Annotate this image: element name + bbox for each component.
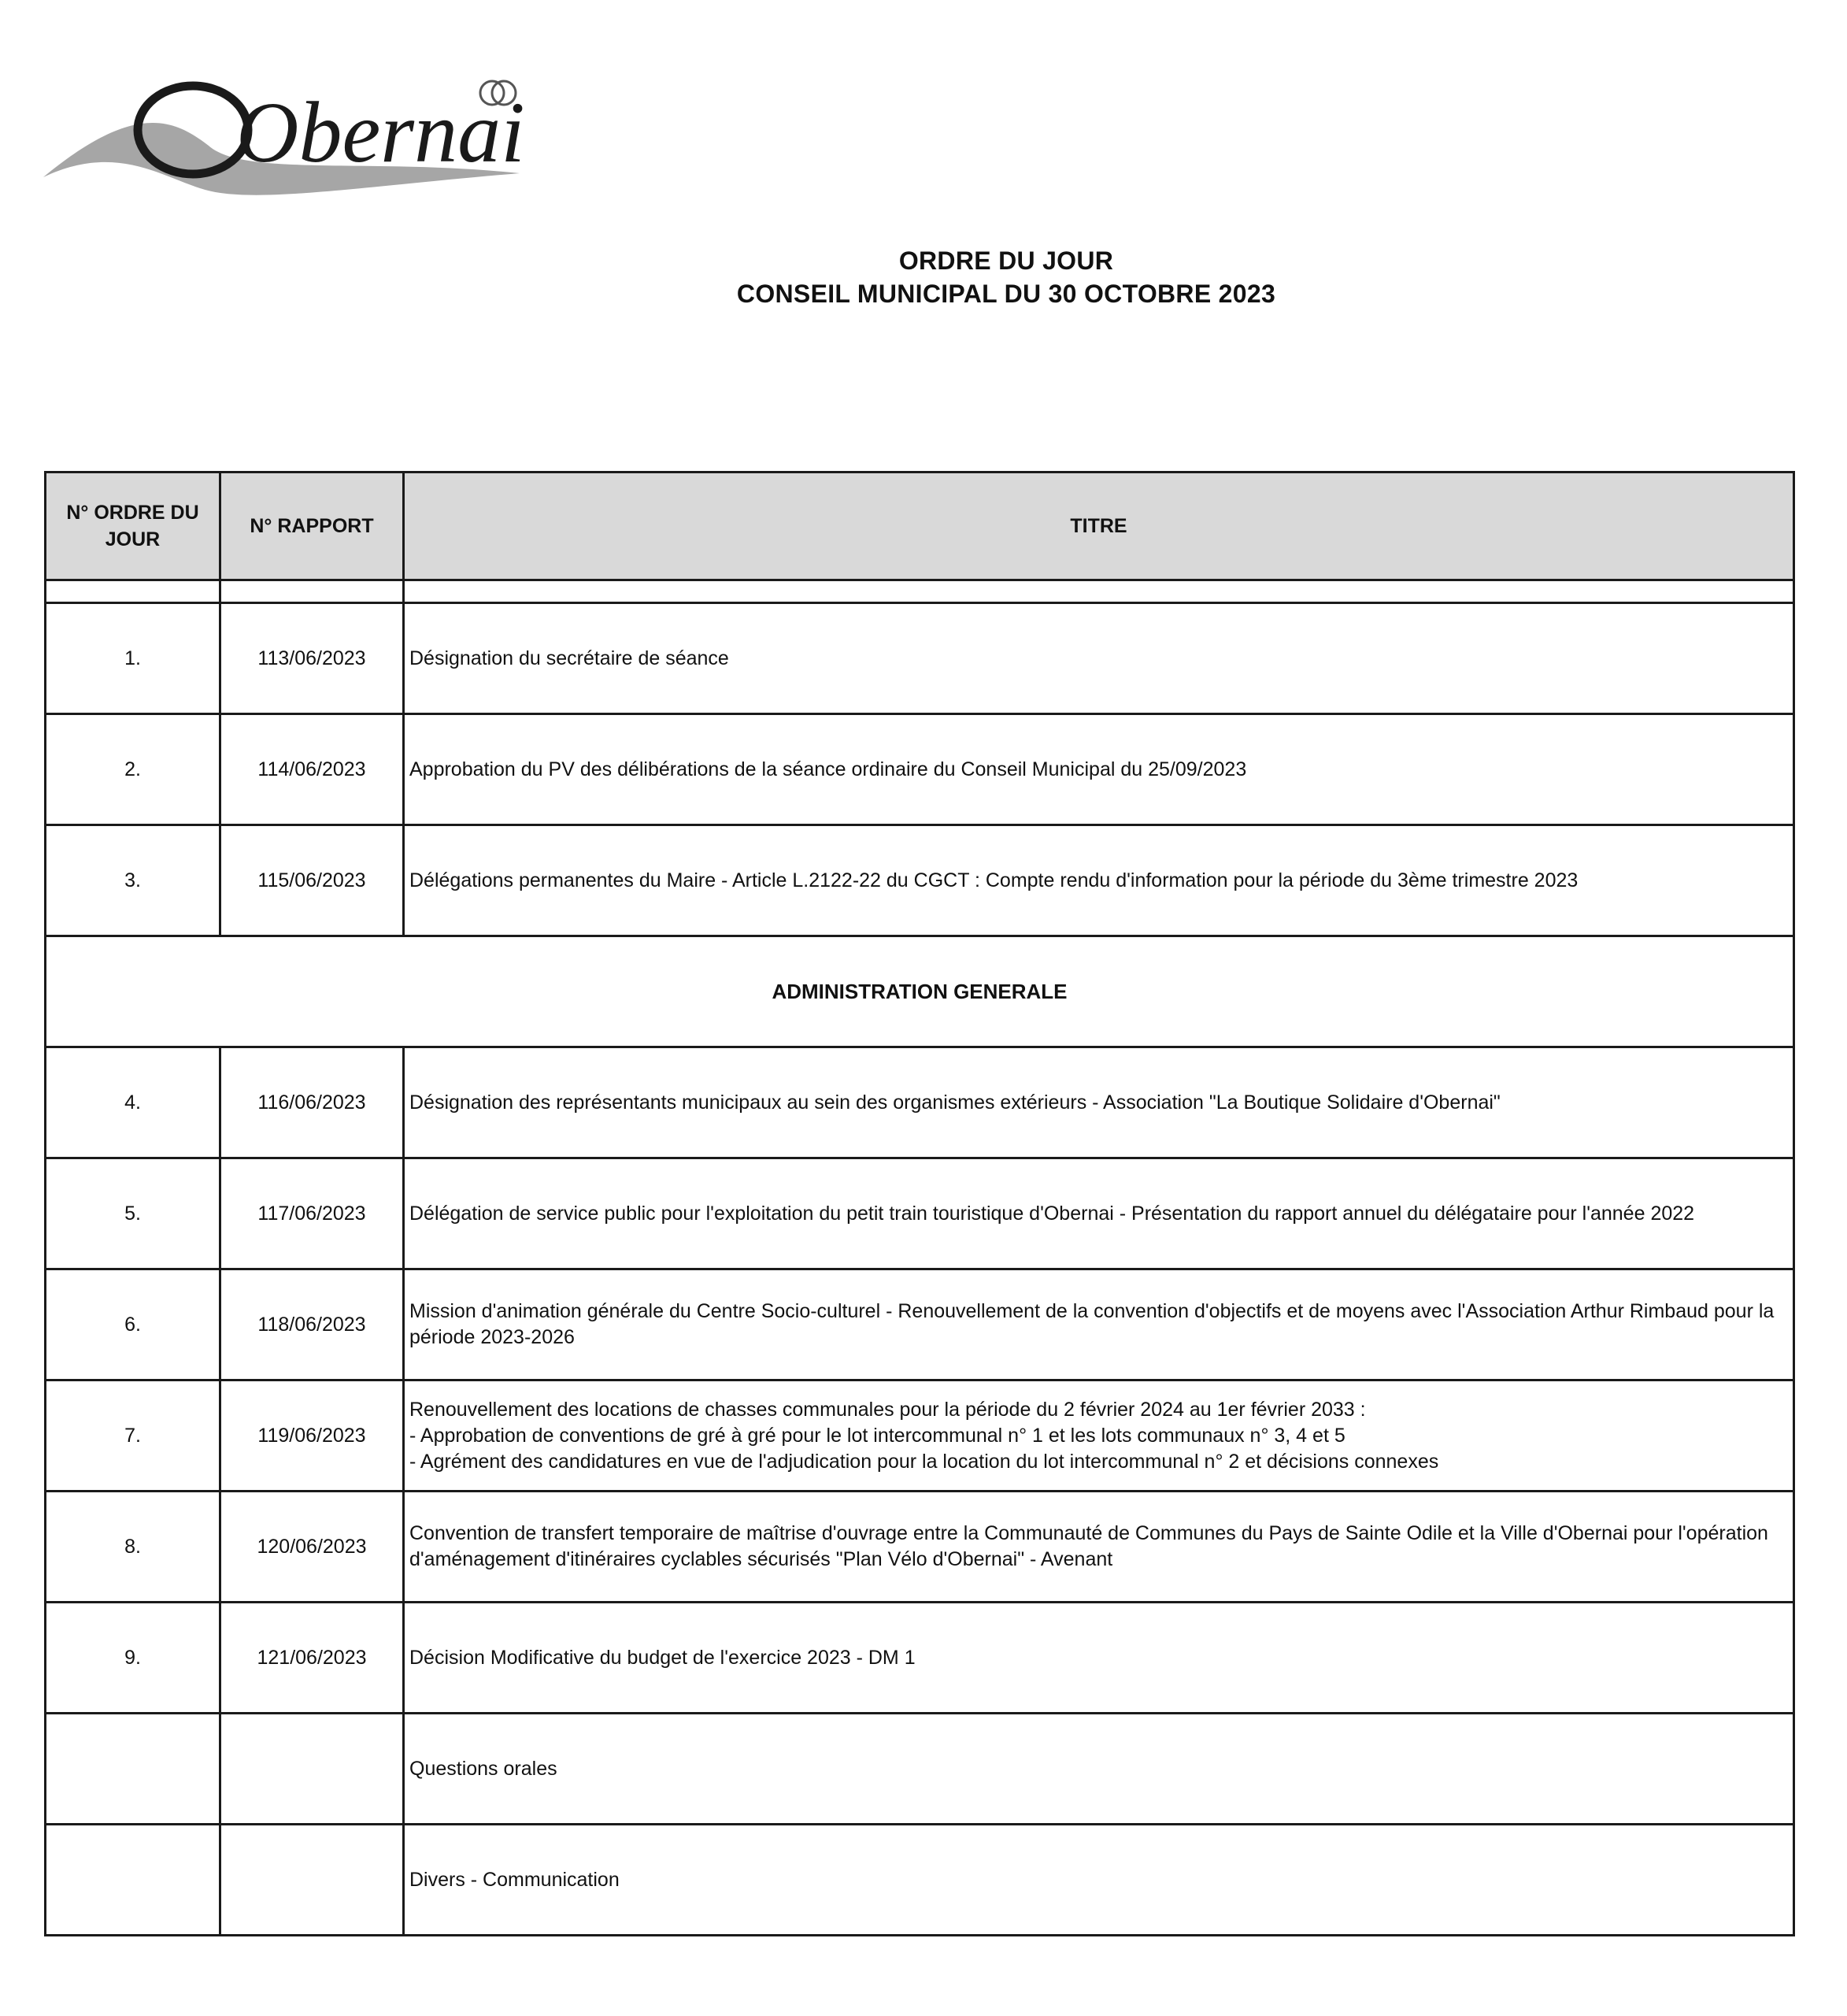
table-row (46, 1380, 1794, 1492)
item-number: 3. (46, 825, 220, 936)
table-row (46, 1825, 1794, 1936)
item-title: Désignation des représentants municipaux au sein des organismes extérieurs - Association "La Boutique Solidaire d'Obernai" (404, 1047, 1794, 1158)
item-title: Convention de transfert temporaire de maîtrise d'ouvrage entre la Communauté de Communes du Pays de Sainte Odile et la Ville d'Obernai pour l'opération d'aménagement d'itinéraires cyclables sécurisés "Plan Vélo d'Obernai" - Avenant (404, 1492, 1794, 1603)
item-number: 2. (46, 714, 220, 825)
item-number (46, 1714, 220, 1825)
table-row (46, 1269, 1794, 1380)
item-rapport: 119/06/2023 (220, 1380, 404, 1492)
item-title: Décision Modificative du budget de l'exercice 2023 - DM 1 (404, 1603, 1794, 1714)
item-number: 9. (46, 1603, 220, 1714)
item-rapport: 118/06/2023 (220, 1269, 404, 1380)
item-rapport: 114/06/2023 (220, 714, 404, 825)
item-number: 7. (46, 1380, 220, 1492)
item-title: Approbation du PV des délibérations de la séance ordinaire du Conseil Municipal du 25/09/2023 (404, 714, 1794, 825)
logo-wordmark: Obernai (236, 84, 525, 180)
table-row (46, 1603, 1794, 1714)
agenda-table (44, 471, 1795, 1936)
table-row (46, 1492, 1794, 1603)
item-title: Divers - Communication (404, 1825, 1794, 1936)
document-header (0, 244, 1847, 310)
item-title: Désignation du secrétaire de séance (404, 603, 1794, 714)
table-header-row (46, 472, 1794, 580)
item-rapport: 113/06/2023 (220, 603, 404, 714)
agenda-title: ORDRE DU JOUR (898, 246, 1114, 275)
item-title: Questions orales (404, 1714, 1794, 1825)
table-row (46, 1714, 1794, 1825)
table-row (46, 714, 1794, 825)
table-row (46, 603, 1794, 714)
section-block (46, 936, 1794, 1047)
item-number (46, 1825, 220, 1936)
table-row (46, 1047, 1794, 1158)
table-row (46, 825, 1794, 936)
item-number: 1. (46, 603, 220, 714)
obernai-logo (39, 71, 527, 213)
item-title: Mission d'animation générale du Centre Socio-culturel - Renouvellement de la convention d'objectifs et de moyens avec l'Association Arthur Rimbaud pour la période 2023-2026 (404, 1269, 1794, 1380)
item-number: 4. (46, 1047, 220, 1158)
item-number: 6. (46, 1269, 220, 1380)
item-rapport: 121/06/2023 (220, 1603, 404, 1714)
item-rapport: 120/06/2023 (220, 1492, 404, 1603)
item-rapport (220, 1714, 404, 1825)
item-number: 8. (46, 1492, 220, 1603)
item-rapport: 115/06/2023 (220, 825, 404, 936)
agenda-rows-administration (46, 1047, 1794, 1936)
item-rapport (220, 1825, 404, 1936)
table-row (46, 1158, 1794, 1269)
item-rapport: 116/06/2023 (220, 1047, 404, 1158)
meeting-title: CONSEIL MUNICIPAL DU 30 OCTOBRE 2023 (736, 280, 1276, 308)
header-rapport: N° RAPPORT (220, 472, 404, 580)
header-titre: TITRE (404, 472, 1794, 580)
spacer-row (46, 580, 1794, 603)
item-title: Délégations permanentes du Maire - Article L.2122-22 du CGCT : Compte rendu d'information pour la période du 3ème trimestre 2023 (404, 825, 1794, 936)
section-title: ADMINISTRATION GENERALE (46, 936, 1794, 1047)
item-title: Renouvellement des locations de chasses communales pour la période du 2 février 2024 au 1er février 2033 : - Approbation de conventions de gré à gré pour le lot intercommunal n° 1 et les lots communaux n° 3, 4 et 5 - Agrément des candidatures en vue de l'adjudication pour la location du lot intercommunal n° 2 et décisions connexes (404, 1380, 1794, 1492)
header-num: N° ORDRE DU JOUR (46, 472, 220, 580)
item-rapport: 117/06/2023 (220, 1158, 404, 1269)
item-number: 5. (46, 1158, 220, 1269)
agenda-rows-opening (46, 580, 1794, 936)
section-row (46, 936, 1794, 1047)
item-title: Délégation de service public pour l'exploitation du petit train touristique d'Obernai - Présentation du rapport annuel du délégataire pour l'année 2022 (404, 1158, 1794, 1269)
obernai-logo-graphic (39, 71, 527, 213)
